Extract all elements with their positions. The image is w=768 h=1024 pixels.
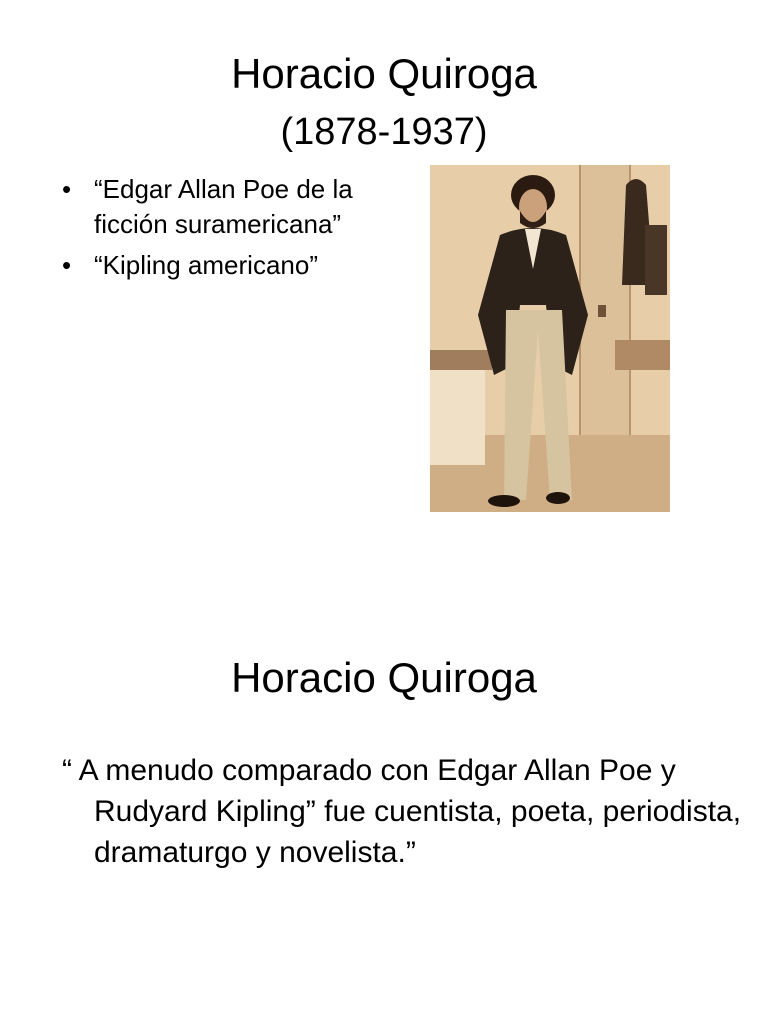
bullet-text: “Kipling americano” [94,250,318,280]
bullet-symbol: • [62,174,72,204]
bullet-list [62,172,382,289]
bullet-symbol: • [62,250,72,280]
portrait-illustration [430,165,670,512]
slide-1-subtitle: (1878-1937) [280,111,488,153]
bullet-text: “Edgar Allan Poe de la ficción suramericana” [94,174,353,239]
hanging-garment [645,225,667,295]
slide-1-title: Horacio Quiroga [231,50,537,97]
door-latch [598,305,606,317]
bullet-item [62,172,382,242]
door [580,165,630,435]
slide-2 [0,620,768,1024]
portrait-photo [430,165,670,512]
shelf [615,340,670,370]
tablecloth [430,370,485,465]
bullet-item [62,248,382,283]
quote-text: “ A menudo comparado con Edgar Allan Poe y Rudyard Kipling” fue cuentista, poeta, periodista, dramaturgo y novelista.” [62,754,742,869]
left-shoe [488,495,520,507]
slide-2-title: Horacio Quiroga [231,654,537,701]
right-shoe [546,492,570,504]
table-top [430,350,492,370]
